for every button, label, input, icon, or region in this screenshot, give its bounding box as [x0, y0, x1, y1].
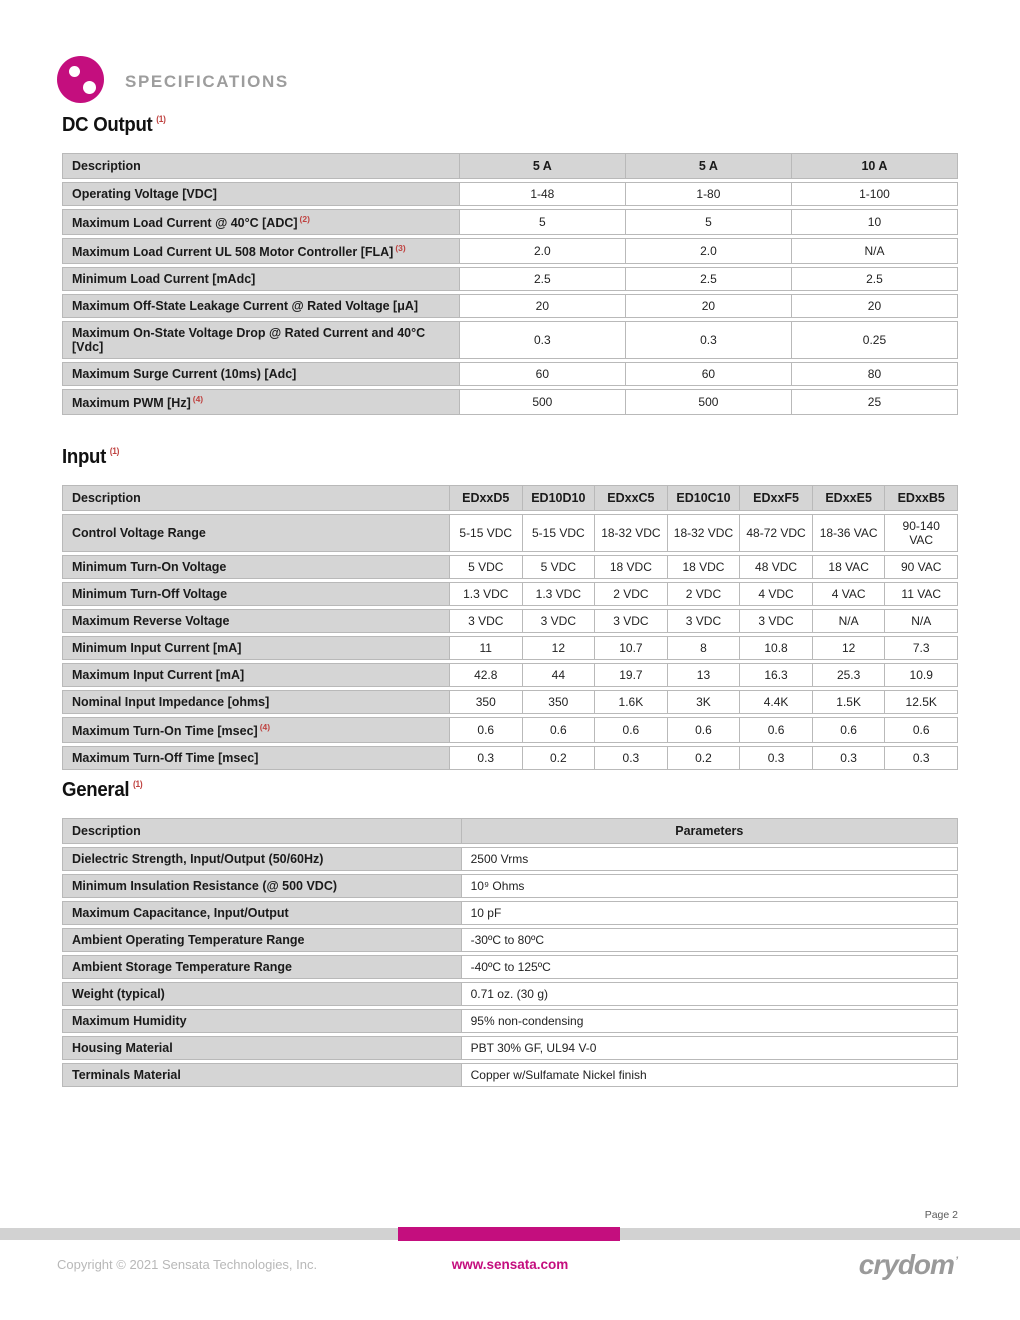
- cell-value: 5 VDC: [450, 555, 523, 579]
- cell-value: 60: [460, 362, 626, 386]
- table-row: [62, 182, 958, 206]
- cell-value: 60: [626, 362, 792, 386]
- cell-value: 1.3 VDC: [450, 582, 523, 606]
- column-header: ED10D10: [523, 485, 596, 511]
- cell-value: 350: [523, 690, 596, 714]
- cell-value: 1.6K: [595, 690, 668, 714]
- row-label: Maximum Load Current UL 508 Motor Controller [FLA] $^{(3)}$: [62, 238, 460, 264]
- table-row: [62, 555, 958, 579]
- row-label: Terminals Material: [62, 1063, 462, 1087]
- row-label: Maximum Load Current @ 40°C [ADC] $^{(2)}$: [62, 209, 460, 235]
- website-link[interactable]: www.sensata.com: [451, 1257, 569, 1272]
- cell-value: 10.9: [885, 663, 958, 687]
- row-label: Ambient Operating Temperature Range: [62, 928, 462, 952]
- footnote-marker: (2): [299, 214, 310, 224]
- row-label: Minimum Turn-On Voltage: [62, 555, 450, 579]
- table-row: [62, 847, 958, 871]
- cell-value: 8: [668, 636, 741, 660]
- cell-value: 0.2: [523, 746, 596, 770]
- cell-value: 10.7: [595, 636, 668, 660]
- cell-value: 1-48: [460, 182, 626, 206]
- sensata-dots-logo-icon: [57, 56, 104, 103]
- section-title: Input: [62, 446, 107, 468]
- cell-value: 2 VDC: [595, 582, 668, 606]
- cell-value: 0.3: [450, 746, 523, 770]
- cell-value: 80: [792, 362, 958, 386]
- column-header: Description: [62, 153, 460, 179]
- column-header: EDxxF5: [740, 485, 813, 511]
- column-header: 10 A: [792, 153, 958, 179]
- cell-value: 7.3: [885, 636, 958, 660]
- cell-value: 0.3: [460, 321, 626, 359]
- cell-value: 3 VDC: [523, 609, 596, 633]
- cell-value: 2.5: [792, 267, 958, 291]
- cell-value: 11 VAC: [885, 582, 958, 606]
- table-row: [62, 901, 958, 925]
- table-row: [62, 928, 958, 952]
- cell-value: 10: [792, 209, 958, 235]
- table-row: [62, 746, 958, 770]
- general-table: [62, 815, 958, 1090]
- cell-value: 0.3: [595, 746, 668, 770]
- footnote-marker: (1): [109, 446, 120, 457]
- table-row: [62, 1063, 958, 1087]
- row-label: Maximum PWM [Hz] $^{(4)}$: [62, 389, 460, 415]
- table-row: [62, 663, 958, 687]
- page-number: Page 2: [924, 1209, 958, 1221]
- cell-value: 0.6: [523, 717, 596, 743]
- cell-value: 20: [792, 294, 958, 318]
- cell-value: 25.3: [813, 663, 886, 687]
- footnote-marker: (1): [133, 779, 143, 790]
- row-label: Maximum Surge Current (10ms) [Adc]: [62, 362, 460, 386]
- cell-value: 0.6: [595, 717, 668, 743]
- row-label: Nominal Input Impedance [ohms]: [62, 690, 450, 714]
- row-label: Maximum Turn-Off Time [msec]: [62, 746, 450, 770]
- cell-value: 5 VDC: [523, 555, 596, 579]
- cell-value: 3 VDC: [740, 609, 813, 633]
- footer-accent-bar: [398, 1227, 620, 1241]
- cell-value: 350: [450, 690, 523, 714]
- table-row: [62, 874, 958, 898]
- cell-value: 18 VDC: [595, 555, 668, 579]
- cell-value: 2.5: [460, 267, 626, 291]
- row-label: Minimum Input Current [mA]: [62, 636, 450, 660]
- cell-value: 2.5: [626, 267, 792, 291]
- table-row: [62, 609, 958, 633]
- input-table: [62, 482, 958, 773]
- table-row: [62, 717, 958, 743]
- cell-value: 10 pF: [462, 901, 958, 925]
- row-label: Maximum Humidity: [62, 1009, 462, 1033]
- section-general: [62, 779, 958, 1090]
- cell-value: 90 VAC: [885, 555, 958, 579]
- row-label: Maximum Input Current [mA]: [62, 663, 450, 687]
- cell-value: N/A: [813, 609, 886, 633]
- table-header-row: [62, 485, 958, 511]
- row-label: Control Voltage Range: [62, 514, 450, 552]
- cell-value: 3K: [668, 690, 741, 714]
- section-input: [62, 446, 958, 773]
- cell-value: 12: [523, 636, 596, 660]
- cell-value: 44: [523, 663, 596, 687]
- table-row: [62, 294, 958, 318]
- table-row: [62, 267, 958, 291]
- cell-value: 500: [460, 389, 626, 415]
- cell-value: -30ºC to 80ºC: [462, 928, 958, 952]
- cell-value: 0.6: [450, 717, 523, 743]
- table-row: [62, 1009, 958, 1033]
- cell-value: 2500 Vrms: [462, 847, 958, 871]
- crydom-logo-mark: ’: [954, 1254, 958, 1267]
- column-header: EDxxD5: [450, 485, 523, 511]
- column-header: EDxxB5: [885, 485, 958, 511]
- row-label: Weight (typical): [62, 982, 462, 1006]
- cell-value: 0.3: [740, 746, 813, 770]
- cell-value: 0.6: [740, 717, 813, 743]
- cell-value: Copper w/Sulfamate Nickel finish: [462, 1063, 958, 1087]
- table-row: [62, 955, 958, 979]
- table-header-row: [62, 818, 958, 844]
- table-row: [62, 1036, 958, 1060]
- row-label: Minimum Load Current [mAdc]: [62, 267, 460, 291]
- column-header: Description: [62, 818, 462, 844]
- cell-value: 3 VDC: [450, 609, 523, 633]
- cell-value: 3 VDC: [595, 609, 668, 633]
- spec-table: [62, 150, 958, 418]
- column-header: EDxxC5: [595, 485, 668, 511]
- cell-value: 48-72 VDC: [740, 514, 813, 552]
- cell-value: 48 VDC: [740, 555, 813, 579]
- section-dc-output: [62, 114, 958, 418]
- row-label: Maximum Turn-On Time [msec] $^{(4)}$: [62, 717, 450, 743]
- cell-value: 0.6: [885, 717, 958, 743]
- cell-value: 18 VDC: [668, 555, 741, 579]
- spec-table: [62, 482, 958, 773]
- column-header: Parameters: [462, 818, 958, 844]
- cell-value: 10.8: [740, 636, 813, 660]
- section-title: DC Output: [62, 114, 153, 136]
- column-header: EDxxE5: [813, 485, 886, 511]
- cell-value: 4 VAC: [813, 582, 886, 606]
- cell-value: 0.6: [813, 717, 886, 743]
- cell-value: 95% non-condensing: [462, 1009, 958, 1033]
- cell-value: 0.71 oz. (30 g): [462, 982, 958, 1006]
- column-header: Description: [62, 485, 450, 511]
- section-heading-dc-output: [62, 114, 166, 137]
- section-title: General: [62, 779, 130, 801]
- section-heading-general: [62, 779, 142, 802]
- row-label: Maximum On-State Voltage Drop @ Rated Current and 40°C [Vdc]: [62, 321, 460, 359]
- cell-value: 0.3: [626, 321, 792, 359]
- cell-value: 10⁹ Ohms: [462, 874, 958, 898]
- table-row: [62, 389, 958, 415]
- cell-value: N/A: [885, 609, 958, 633]
- footnote-marker: (1): [156, 114, 166, 125]
- cell-value: 0.6: [668, 717, 741, 743]
- cell-value: 25: [792, 389, 958, 415]
- cell-value: 2 VDC: [668, 582, 741, 606]
- cell-value: 2.0: [626, 238, 792, 264]
- cell-value: 5-15 VDC: [450, 514, 523, 552]
- cell-value: 4.4K: [740, 690, 813, 714]
- cell-value: -40ºC to 125ºC: [462, 955, 958, 979]
- cell-value: 0.3: [813, 746, 886, 770]
- logo-dot: [69, 66, 80, 77]
- cell-value: 0.3: [885, 746, 958, 770]
- cell-value: 1.3 VDC: [523, 582, 596, 606]
- cell-value: 18-32 VDC: [595, 514, 668, 552]
- spec-table: [62, 815, 958, 1090]
- cell-value: 1.5K: [813, 690, 886, 714]
- column-header: ED10C10: [668, 485, 741, 511]
- cell-value: N/A: [792, 238, 958, 264]
- cell-value: 20: [460, 294, 626, 318]
- table-row: [62, 321, 958, 359]
- cell-value: 12.5K: [885, 690, 958, 714]
- row-label: Maximum Reverse Voltage: [62, 609, 450, 633]
- footnote-marker: (4): [259, 722, 271, 732]
- crydom-logo-text: crydom: [858, 1249, 954, 1280]
- cell-value: 5-15 VDC: [523, 514, 596, 552]
- section-heading-input: [62, 446, 119, 469]
- cell-value: 11: [450, 636, 523, 660]
- table-row: [62, 582, 958, 606]
- footnote-marker: (3): [395, 243, 406, 254]
- table-row: [62, 982, 958, 1006]
- cell-value: 16.3: [740, 663, 813, 687]
- cell-value: 42.8: [450, 663, 523, 687]
- cell-value: 13: [668, 663, 741, 687]
- logo-dot: [83, 81, 96, 94]
- cell-value: 18 VAC: [813, 555, 886, 579]
- row-label: Operating Voltage [VDC]: [62, 182, 460, 206]
- row-label: Maximum Off-State Leakage Current @ Rated Voltage [μA]: [62, 294, 460, 318]
- row-label: Maximum Capacitance, Input/Output: [62, 901, 462, 925]
- cell-value: 1-80: [626, 182, 792, 206]
- row-label: Dielectric Strength, Input/Output (50/60Hz): [62, 847, 462, 871]
- footnote-marker: (4): [192, 394, 204, 405]
- page-title: SPECIFICATIONS: [125, 72, 289, 91]
- row-label: Minimum Insulation Resistance (@ 500 VDC): [62, 874, 462, 898]
- cell-value: 500: [626, 389, 792, 415]
- cell-value: 5: [626, 209, 792, 235]
- cell-value: 12: [813, 636, 886, 660]
- table-row: [62, 514, 958, 552]
- cell-value: 18-32 VDC: [668, 514, 741, 552]
- cell-value: 90-140 VAC: [885, 514, 958, 552]
- cell-value: 0.25: [792, 321, 958, 359]
- cell-value: 18-36 VAC: [813, 514, 886, 552]
- row-label: Ambient Storage Temperature Range: [62, 955, 462, 979]
- table-row: [62, 362, 958, 386]
- table-row: [62, 690, 958, 714]
- cell-value: 3 VDC: [668, 609, 741, 633]
- row-label: Minimum Turn-Off Voltage: [62, 582, 450, 606]
- column-header: 5 A: [626, 153, 792, 179]
- table-row: [62, 238, 958, 264]
- table-row: [62, 636, 958, 660]
- cell-value: 5: [460, 209, 626, 235]
- crydom-logo: [859, 1249, 958, 1281]
- column-header: 5 A: [460, 153, 626, 179]
- dc-output-table: [62, 150, 958, 418]
- cell-value: 0.2: [668, 746, 741, 770]
- cell-value: PBT 30% GF, UL94 V-0: [462, 1036, 958, 1060]
- cell-value: 20: [626, 294, 792, 318]
- cell-value: 4 VDC: [740, 582, 813, 606]
- copyright-text: Copyright © 2021 Sensata Technologies, Inc.: [57, 1257, 318, 1272]
- table-row: [62, 209, 958, 235]
- cell-value: 1-100: [792, 182, 958, 206]
- table-header-row: [62, 153, 958, 179]
- cell-value: 2.0: [460, 238, 626, 264]
- cell-value: 19.7: [595, 663, 668, 687]
- row-label: Housing Material: [62, 1036, 462, 1060]
